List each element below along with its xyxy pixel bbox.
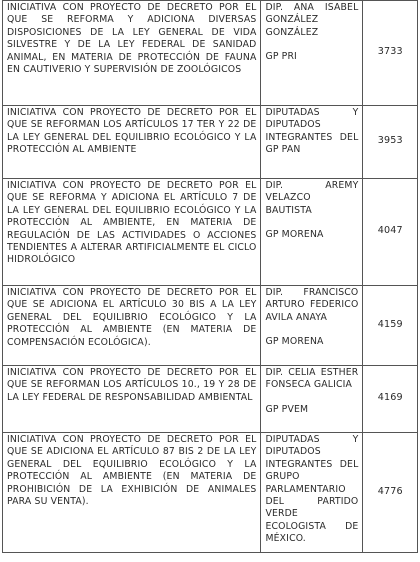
- initiative-description: INICIATIVA CON PROYECTO DE DECRETO POR EL QUE SE REFORMAN LOS ARTÍCULOS 17 TER Y 22 DE LA LEY GENERAL DEL EQUILIBRIO ECOLÓGICO Y LA PROTECCIÓN AL AMBIENTE: [7, 107, 257, 156]
- initiative-number: 4159: [377, 318, 403, 330]
- initiative-description: INICIATIVA CON PROYECTO DE DECRETO POR EL QUE SE ADICIONA EL ARTÍCULO 30 BIS A LA LEY GENERAL DEL EQUILIBRIO ECOLÓGICO Y LA PROTECCIÓN AL AMBIENTE (EN MATERIA DE COMPENSACIÓN ECOLÓGICA).: [7, 287, 257, 348]
- initiative-description: INICIATIVA CON PROYECTO DE DECRETO POR EL QUE SE ADICIONA EL ARTÍCULO 87 BIS 2 DE LA LEY GENERAL DEL EQUILIBRIO ECOLÓGICO Y LA PROTECCIÓN AL AMBIENTE (EN MATERIA DE PROHIBICIÓN DE LA EXHIBICIÓN DE ANIMALES PARA SU VENTA).: [7, 434, 257, 508]
- initiative-description: INICIATIVA CON PROYECTO DE DECRETO POR EL QUE SE REFORMA Y ADICIONA EL ARTÍCULO 7 DE LA LEY GENERAL DEL EQUILIBRIO ECOLÓGICO Y LA PROTECCIÓN AL AMBIENTE, EN MATERIA DE REGULACIÓN DE LAS ACTIVIDADES O ACCIONES TENDIENTES A ALTERAR ARTIFICIALMENTE EL CICLO HIDROLÓGICO: [7, 180, 257, 266]
- initiative-description-cell: [3, 366, 261, 433]
- author-cell: [261, 106, 363, 179]
- initiative-description-cell: [3, 106, 261, 179]
- initiative-number: 4047: [377, 225, 403, 237]
- initiative-number-cell: [363, 106, 418, 179]
- initiative-number-cell: [363, 286, 418, 366]
- initiative-description-cell: [3, 433, 261, 553]
- initiative-description-cell: [3, 179, 261, 286]
- author-name: DIP. AREMY VELAZCO BAUTISTA: [265, 180, 359, 216]
- initiative-description-cell: [3, 286, 261, 366]
- author-name: DIPUTADAS Y DIPUTADOS INTEGRANTES DEL GP PAN: [265, 107, 359, 156]
- initiative-description: INICIATIVA CON PROYECTO DE DECRETO POR EL QUE SE REFORMA Y ADICIONA DIVERSAS DISPOSICIONES DE LA LEY GENERAL DE VIDA SILVESTRE Y DE LA LEY FEDERAL DE SANIDAD ANIMAL, EN MATERIA DE PROTECCIÓN DE FAUNA EN CAUTIVERIO Y SUPERVISIÓN DE ZOOLÓGICOS: [7, 2, 257, 76]
- author-party: GP MORENA: [265, 229, 324, 241]
- initiative-number-cell: [363, 179, 418, 286]
- initiative-number: 3733: [377, 46, 403, 58]
- author-name: DIP. ANA ISABEL GONZÁLEZ GONZÁLEZ: [265, 2, 359, 38]
- author-cell: [261, 286, 363, 366]
- author-cell: [261, 1, 363, 106]
- initiative-number: 4776: [377, 485, 403, 497]
- author-name: DIPUTADAS Y DIPUTADOS INTEGRANTES DEL GRUPO PARLAMENTARIO DEL PARTIDO VERDE ECOLOGISTA DE MÉXICO.: [265, 434, 359, 545]
- author-name: DIP. CELIA ESTHER FONSECA GALICIA: [265, 367, 359, 391]
- initiative-number: 4169: [377, 392, 403, 404]
- author-party: GP PRI: [265, 51, 297, 63]
- table-row: [3, 1, 418, 106]
- initiative-number-cell: [363, 366, 418, 433]
- author-cell: [261, 179, 363, 286]
- initiative-description: INICIATIVA CON PROYECTO DE DECRETO POR EL QUE SE REFORMAN LOS ARTÍCULOS 10., 19 Y 28 DE LA LEY FEDERAL DE RESPONSABILIDAD AMBIENTAL: [7, 367, 257, 403]
- initiative-description-cell: [3, 1, 261, 106]
- author-party: GP MORENA: [265, 336, 324, 348]
- author-name: DIP. FRANCISCO ARTURO FEDERICO AVILA ANAYA: [265, 287, 359, 323]
- author-cell: [261, 433, 363, 553]
- initiative-number-cell: [363, 433, 418, 553]
- table-row: [3, 433, 418, 553]
- table-row: [3, 286, 418, 366]
- initiative-number: 3953: [377, 135, 403, 147]
- table-row: [3, 366, 418, 433]
- author-party: GP PVEM: [265, 403, 309, 415]
- table-row: [3, 179, 418, 286]
- table-row: [3, 106, 418, 179]
- author-cell: [261, 366, 363, 433]
- initiatives-table: [2, 0, 418, 553]
- initiative-number-cell: [363, 1, 418, 106]
